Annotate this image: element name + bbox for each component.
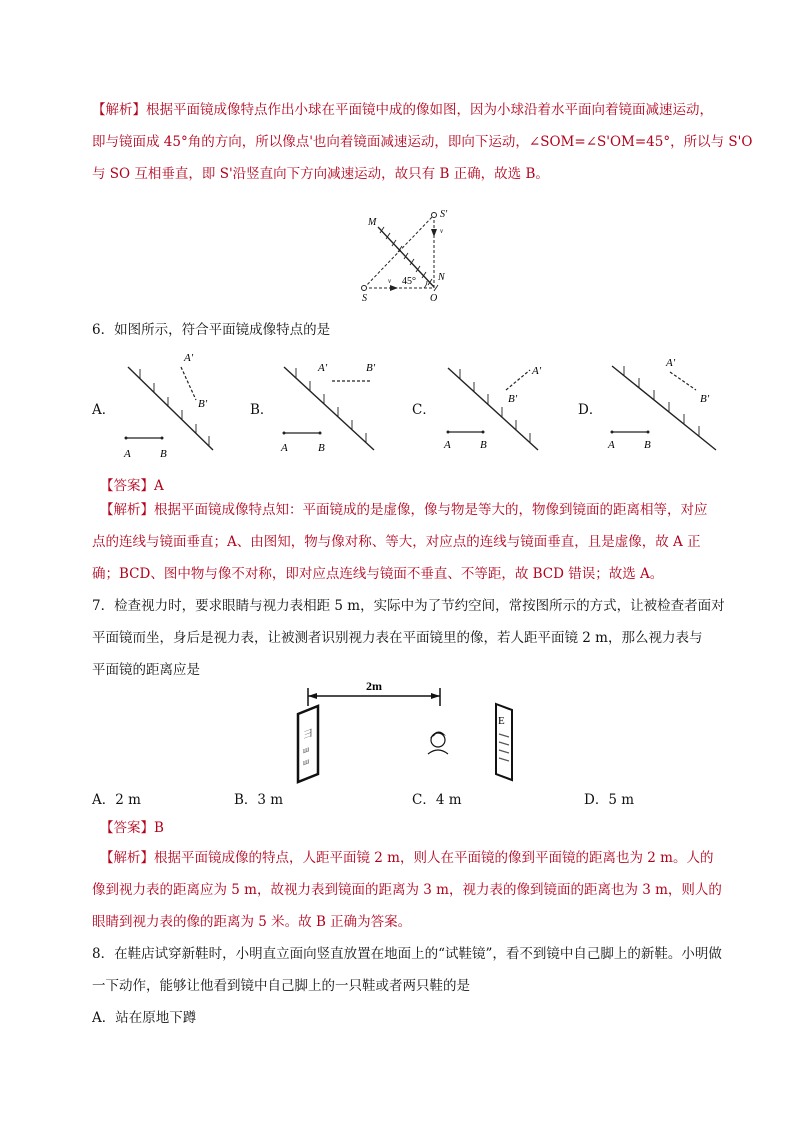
q6-stem: 6．如图所示，符合平面镜成像特点的是 xyxy=(92,322,331,338)
q6-option-b-letter[interactable]: B． xyxy=(250,402,274,418)
a-label-A: A xyxy=(124,448,131,460)
q7-stem-line1: 7．检查视力时，要求眼睛与视力表相距 5 m，实际中为了节约空间，常按图所示的方式，让被检查者面对 xyxy=(92,598,725,614)
eye-test-diagram xyxy=(290,676,550,786)
c-label-A: A xyxy=(444,439,451,451)
q6-option-d-figure xyxy=(604,350,729,460)
label-O: O xyxy=(430,293,438,304)
q5-analysis-line3: 与 SO 互相垂直，即 S'沿竖直向下方向减速运动，故只有 B 正确，故选 B。 xyxy=(92,166,549,182)
svg-text:ш: ш xyxy=(303,756,310,768)
b-label-A: A xyxy=(281,442,288,454)
person-head xyxy=(428,731,448,754)
plane-mirror xyxy=(298,706,318,782)
q6-option-d-letter[interactable]: D． xyxy=(578,402,603,418)
q6-analysis-line2: 点的连线与镜面垂直；A、由图知，物与像对称、等大，对应点的连线与镜面垂直，且是虚像，故 A 正 xyxy=(92,534,701,550)
q7-answer: 【答案】B xyxy=(100,820,164,836)
q7-option-c[interactable]: C．4 m xyxy=(412,792,462,808)
svg-text:彐: 彐 xyxy=(303,727,314,743)
label-S-prime: S' xyxy=(440,209,448,220)
q6-answer: 【答案】A xyxy=(100,478,164,494)
label-M: M xyxy=(368,217,377,228)
q5-analysis-line1: 【解析】根据平面镜成像特点作出小球在平面镜中成的像如图，因为小球沿着水平面向着镜面减速运动， xyxy=(92,102,713,118)
a-label-B-prime: B' xyxy=(198,398,208,410)
label-S: S xyxy=(362,293,367,304)
distance-label: 2m xyxy=(366,679,382,693)
q7-stem-line2: 平面镜而坐，身后是视力表，让被测者识别视力表在平面镜里的像，若人距平面镜 2 m，那么视力表与 xyxy=(92,630,703,646)
b-label-B-prime: B' xyxy=(366,362,376,374)
d-label-A-prime: A' xyxy=(666,357,676,369)
q7-option-d[interactable]: D．5 m xyxy=(584,792,635,808)
q6-option-a-letter[interactable]: A． xyxy=(92,402,116,418)
q8-stem-line1: 8．在鞋店试穿新鞋时，小明直立面向竖直放置在地面上的“试鞋镜”，看不到镜中自己脚上的新鞋。小明做 xyxy=(92,946,722,962)
a-label-A-prime: A' xyxy=(184,352,194,364)
c-label-B-prime: B' xyxy=(508,393,518,405)
q7-stem-line3: 平面镜的距离应是 xyxy=(92,662,200,678)
label-v-bottom: v xyxy=(388,277,392,285)
eye-chart xyxy=(496,704,512,780)
a-label-B: B xyxy=(160,448,167,460)
q7-analysis-line1: 【解析】根据平面镜成像的特点，人距平面镜 2 m，则人在平面镜的像到平面镜的距离也为 2 m。人的 xyxy=(100,850,714,866)
c-label-B: B xyxy=(480,439,487,451)
q6-analysis-line1: 【解析】根据平面镜成像特点知：平面镜成的是虚像，像与物是等大的，物像到镜面的距离相等，对应 xyxy=(100,502,708,518)
q7-analysis-line2: 像到视力表的距离应为 5 m，故视力表到镜面的距离为 3 m，视力表的像到镜面的距离也为 3 m，则人的 xyxy=(92,882,722,898)
q6-option-c-letter[interactable]: C． xyxy=(412,402,436,418)
q6-analysis-line3: 确；BCD、图中物与像不对称，即对应点连线与镜面不垂直、不等距，故 BCD 错误；故选 A。 xyxy=(92,566,664,582)
mirror-reflection-diagram xyxy=(350,205,470,305)
q7-option-a[interactable]: A．2 m xyxy=(92,792,141,808)
analysis-tag: 【解析】 xyxy=(92,102,146,118)
q5-analysis-line2: 即与镜面成 45°角的方向，所以像点'也向着镜面减速运动，即向下运动，∠SOM=∠S'OM=45°，所以与 S'O xyxy=(92,134,753,150)
q6-option-a-figure xyxy=(118,345,228,460)
q6-option-b-figure xyxy=(276,345,396,460)
d-label-A: A xyxy=(608,439,615,451)
label-N: N xyxy=(438,272,445,283)
q6-option-c-figure xyxy=(438,350,558,460)
q8-option-a[interactable]: A．站在原地下蹲 xyxy=(92,1010,197,1026)
svg-text:ш: ш xyxy=(303,744,310,756)
q8-stem-line2: 一下动作，能够让他看到镜中自己脚上的一只鞋或者两只鞋的是 xyxy=(92,978,470,994)
b-label-B: B xyxy=(318,442,325,454)
chart-letter: E xyxy=(498,715,505,727)
q7-option-b[interactable]: B．3 m xyxy=(234,792,284,808)
c-label-A-prime: A' xyxy=(532,365,542,377)
d-label-B-prime: B' xyxy=(700,393,710,405)
d-label-B: B xyxy=(644,439,651,451)
label-v-top: v xyxy=(440,227,444,235)
q7-analysis-line3: 眼睛到视力表的像的距离为 5 米。故 B 正确为答案。 xyxy=(92,914,412,930)
b-label-A-prime: A' xyxy=(318,362,328,374)
label-angle: 45° xyxy=(402,276,416,287)
